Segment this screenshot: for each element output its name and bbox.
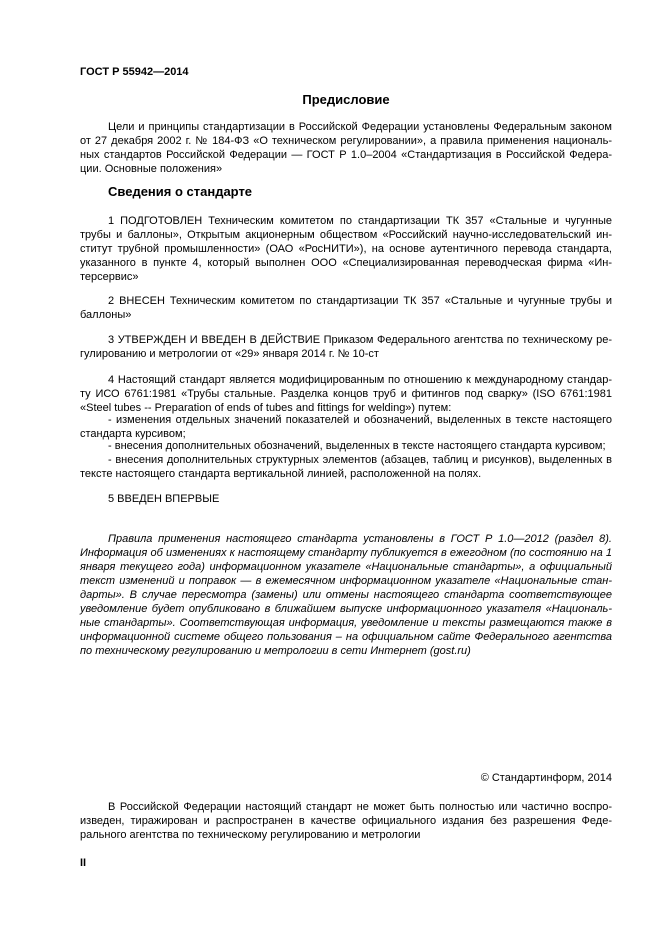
about-item-5: 5 ВВЕДЕН ВПЕРВЫЕ [108, 493, 220, 505]
document-code-header: ГОСТ Р 55942—2014 [80, 66, 189, 78]
about-item-4-bullet-1: - изменения отдельных значений показателей и обозначений, выделенных в тексте настоящего стандарта курсивом; [80, 414, 612, 440]
about-item-4-bullet-3: - внесения дополнительных структурных элементов (абзацев, таблиц и рисунков), выделенных в тексте настоящего стандарта вертикальной линией, расположенной на полях. [80, 454, 612, 480]
about-item-3: 3 УТВЕРЖДЕН И ВВЕДЕН В ДЕЙСТВИЕ Приказом Федерального агентства по техническому регулированию и метрологии от «29» января 2014 г. № 10-ст [80, 334, 612, 360]
rules-notice: Правила применения настоящего стандарта установлены в ГОСТ Р 1.0—2012 (раздел 8). Информация об изменениях к настоящему стандарту публикуется в ежегодном (по состоянию на 1 января текущего года) информационном указателе «Национальные стандарты», а официальный текст изменений и поправок — в ежемесячном информационном указателе «Национальные стандарты». В случае пересмотра (замены) или отмены настоящего стандарта соответствующее уведомление будет опубликовано в ближайшем выпуске информационного указателя «Национальные стандарты». Соответствующая информация, уведомление и тексты размещаются также в информационной системе общего пользования – на официальном сайте Федерального агентства по техническому регулированию и метрологии в сети Интернет (gost.ru) [80, 533, 612, 657]
page-number: II [80, 857, 87, 869]
copyright: © Стандартинформ, 2014 [480, 772, 612, 784]
about-item-2: 2 ВНЕСЕН Техническим комитетом по стандартизации ТК 357 «Стальные и чугунные трубы и баллоны» [80, 295, 612, 321]
foreword-paragraph: Цели и принципы стандартизации в Российской Федерации установлены Федеральным законом от 27 декабря 2002 г. № 184-ФЗ «О техническом регулировании», а правила применения национальных стандартов Российской Федерации — ГОСТ Р 1.0–2004 «Стандартизация в Российской Федерации. Основные положения» [80, 121, 612, 175]
foreword-title: Предисловие [302, 92, 390, 107]
about-item-1: 1 ПОДГОТОВЛЕН Техническим комитетом по стандартизации ТК 357 «Стальные и чугунные трубы и баллоны», Открытым акционерным обществом «Российский научно-исследовательский институт трубной промышленности» (ОАО «РосНИТИ»), на основе аутентичного перевода стандарта, указанного в пункте 4, который выполнен ООО «Специализированная переводческая фирма «Интерсервис» [80, 215, 612, 283]
reproduction-notice: В Российской Федерации настоящий стандарт не может быть полностью или частично воспроизведен, тиражирован и распространен в качестве официального издания без разрешения Федерального агентства по техническому регулированию и метрологии [80, 801, 612, 841]
about-item-4-intro: 4 Настоящий стандарт является модифицированным по отношению к международному стандарту ИСО 6761:1981 «Трубы стальные. Разделка концов труб и фитингов под сварку» (ISO 6761:1981 «Steel tubes -- Preparation of ends of tubes and fittings for welding») путем: [80, 374, 612, 414]
about-item-4-bullet-2: - внесения дополнительных обозначений, выделенных в тексте настоящего стандарта курсивом; [108, 440, 606, 452]
about-standard-title: Сведения о стандарте [108, 184, 253, 199]
